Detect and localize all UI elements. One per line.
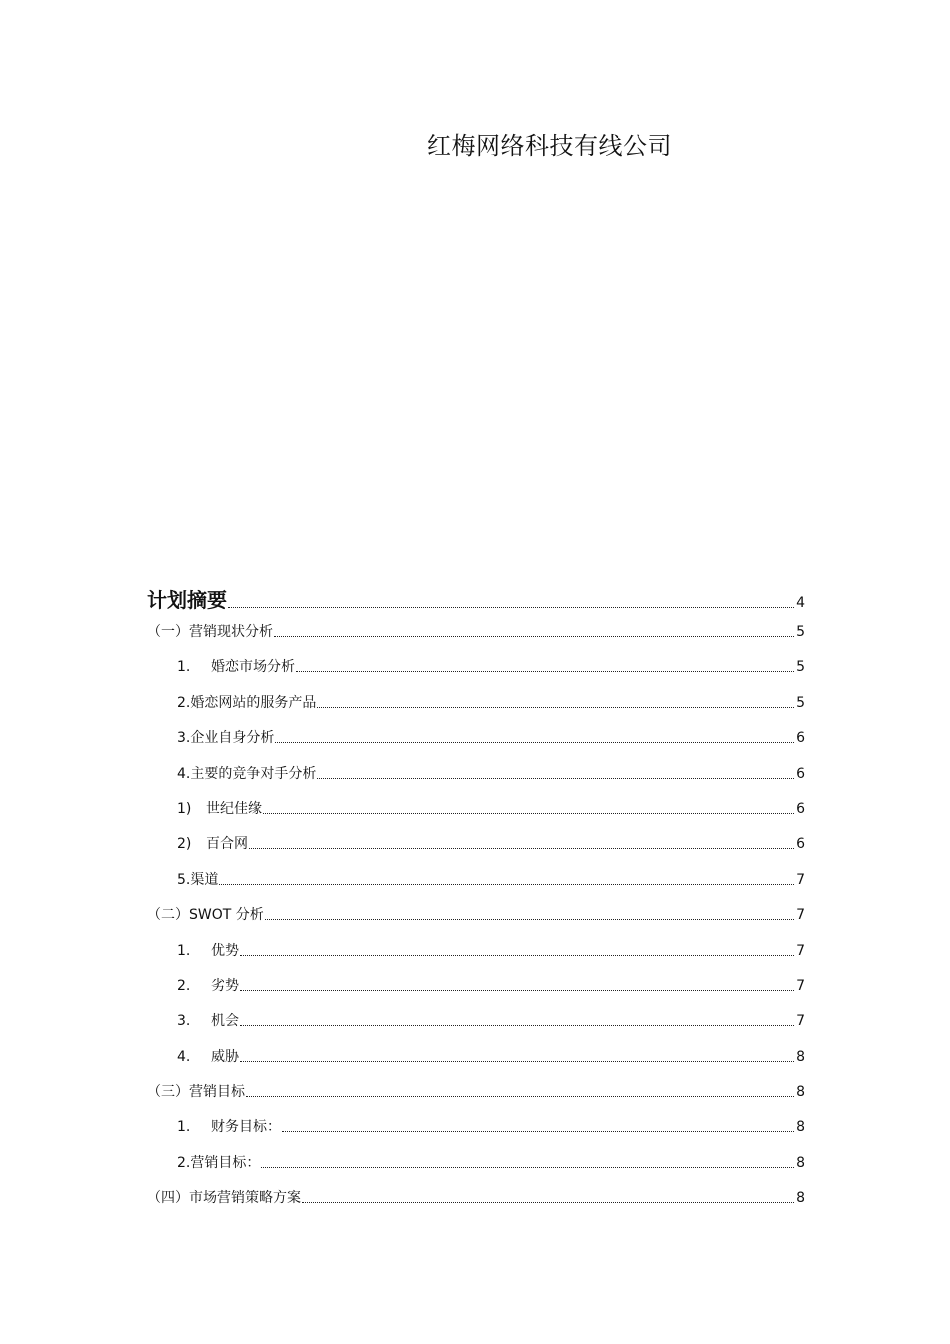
toc-entry-label: 5.渠道: [177, 871, 219, 888]
company-title: 红梅网络科技有线公司: [427, 132, 672, 160]
toc-entry-label: 劣势: [211, 977, 239, 994]
toc-heading[interactable]: [147, 582, 805, 612]
dot-leader: [219, 884, 794, 885]
toc-entry-number: 2.: [177, 977, 191, 994]
toc-entry[interactable]: [147, 871, 805, 889]
toc-entry[interactable]: [147, 906, 805, 924]
toc-entry[interactable]: [147, 1083, 805, 1101]
toc-entry-label: （一）营销现状分析: [147, 624, 273, 640]
dot-leader: [274, 636, 794, 637]
toc-entry-page-number: 6: [796, 765, 805, 782]
toc-entry-number: 3.: [177, 1013, 191, 1030]
dot-leader: [265, 919, 794, 920]
toc-entry[interactable]: [147, 765, 805, 783]
toc-entry[interactable]: [147, 623, 805, 641]
toc-entry-label: （二）SWOT 分析: [147, 907, 264, 924]
dot-leader: [240, 955, 794, 956]
toc-entry[interactable]: [147, 729, 805, 747]
toc-entry[interactable]: [147, 1118, 805, 1136]
toc-entry-label: 威胁: [211, 1048, 239, 1065]
dot-leader: [263, 813, 794, 814]
dot-leader: [246, 1096, 794, 1097]
toc-entry-page-number: 6: [796, 800, 805, 817]
toc-entry[interactable]: [147, 1048, 805, 1066]
dot-leader: [240, 990, 794, 991]
toc-entry-page-number: 7: [796, 1013, 805, 1030]
toc-entry-label: 4.主要的竞争对手分析: [177, 765, 317, 782]
toc-entry-page-number: 5: [796, 659, 805, 676]
toc-entry[interactable]: [147, 835, 805, 853]
dot-leader: [296, 671, 794, 672]
toc-entry-label: （四）市场营销策略方案: [147, 1190, 301, 1207]
toc-entry-page-number: 7: [796, 871, 805, 888]
toc-entry-label: （三）营销目标: [147, 1084, 245, 1101]
toc-entry-page-number: 5: [796, 624, 805, 640]
toc-entry-page-number: 4: [796, 595, 805, 611]
toc-entry-page-number: 8: [796, 1084, 805, 1101]
toc-entry[interactable]: [147, 1012, 805, 1030]
dot-leader: [317, 707, 794, 708]
dot-leader: [240, 1025, 794, 1026]
dot-leader: [249, 848, 794, 849]
toc-entry-number: 1.: [177, 1119, 191, 1136]
toc-entry-number: 4.: [177, 1048, 191, 1065]
toc-entry[interactable]: [147, 1189, 805, 1207]
toc-entry-page-number: 6: [796, 730, 805, 747]
dot-leader: [302, 1202, 794, 1203]
table-of-contents: [147, 582, 805, 1225]
toc-entry[interactable]: [147, 800, 805, 818]
toc-entry-number: 1): [177, 800, 192, 817]
toc-entry-label: 世纪佳缘: [206, 800, 262, 817]
toc-entry[interactable]: [147, 977, 805, 995]
toc-entry-page-number: 8: [796, 1190, 805, 1207]
toc-entry-label: 优势: [211, 942, 239, 959]
dot-leader: [240, 1061, 794, 1062]
toc-entry-label: 机会: [211, 1013, 239, 1030]
toc-entry-label: 3.企业自身分析: [177, 730, 275, 747]
toc-entry-number: 2): [177, 836, 192, 853]
dot-leader: [275, 742, 794, 743]
dot-leader: [261, 1167, 794, 1168]
toc-entry-number: 1.: [177, 942, 191, 959]
toc-entry-label: 计划摘要: [147, 588, 227, 612]
toc-entry-page-number: 7: [796, 907, 805, 924]
dot-leader: [228, 607, 794, 608]
dot-leader: [282, 1131, 794, 1132]
toc-entry-label: 婚恋市场分析: [211, 659, 295, 676]
toc-entry-page-number: 8: [796, 1048, 805, 1065]
toc-entry-page-number: 6: [796, 836, 805, 853]
dot-leader: [317, 778, 794, 779]
toc-entry-page-number: 5: [796, 694, 805, 711]
toc-entry-label: 2.婚恋网站的服务产品: [177, 694, 317, 711]
toc-entry-number: 1.: [177, 659, 191, 676]
toc-entry-page-number: 7: [796, 977, 805, 994]
toc-entry[interactable]: [147, 942, 805, 960]
toc-entry-label: 财务目标：: [211, 1119, 281, 1136]
toc-entry[interactable]: [147, 694, 805, 712]
toc-entry[interactable]: [147, 658, 805, 676]
toc-entry-page-number: 8: [796, 1154, 805, 1171]
toc-entry-page-number: 7: [796, 942, 805, 959]
toc-entry-label: 百合网: [206, 836, 248, 853]
toc-entry[interactable]: [147, 1154, 805, 1172]
toc-entry-page-number: 8: [796, 1119, 805, 1136]
toc-entry-label: 2.营销目标：: [177, 1154, 261, 1171]
